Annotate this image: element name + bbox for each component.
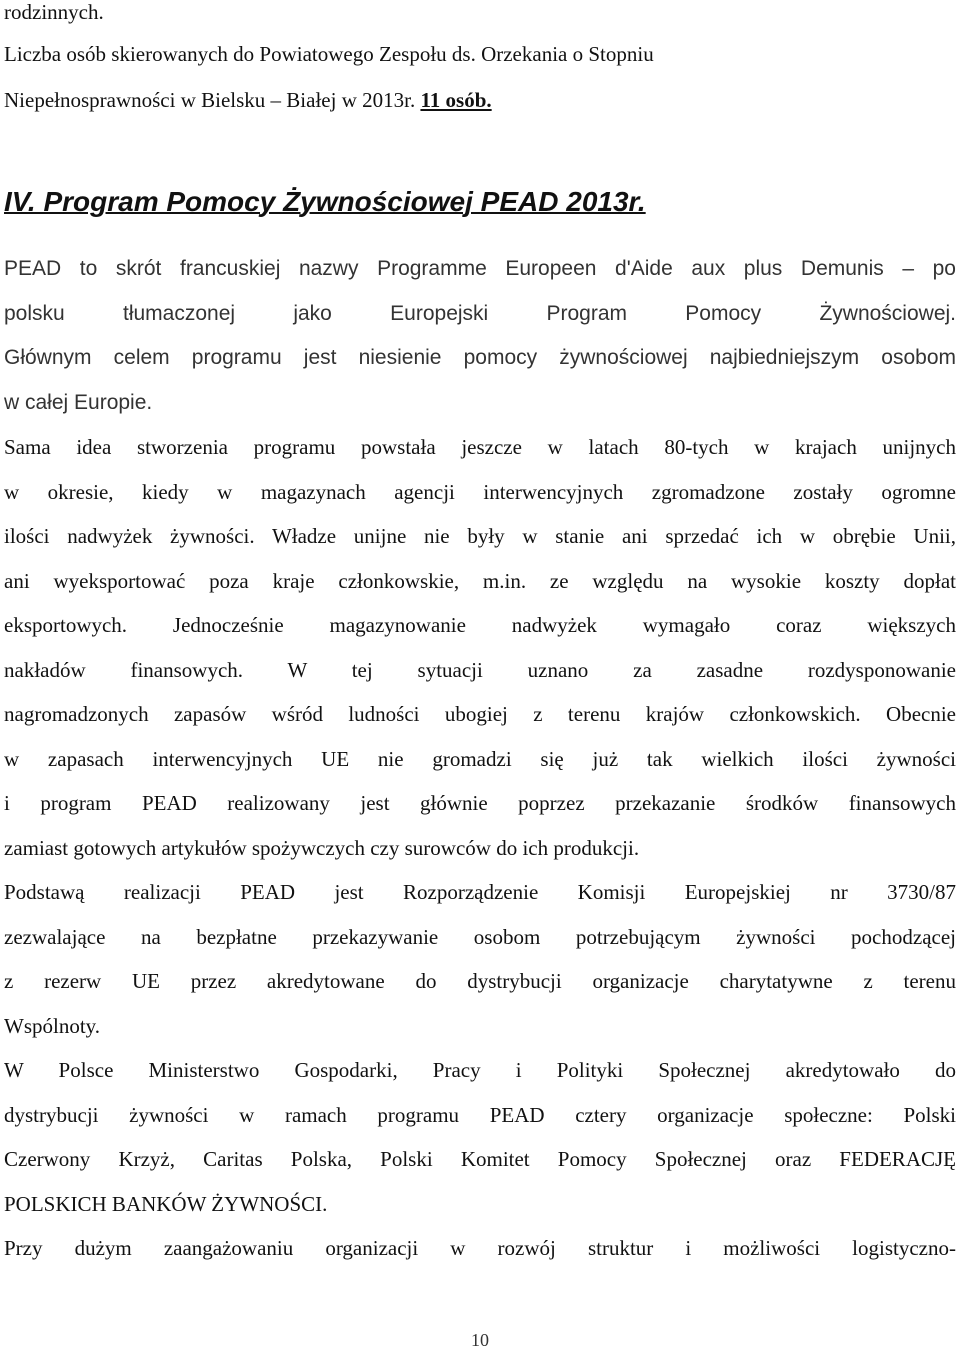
section-heading: IV. Program Pomocy Żywnościowej PEAD 2013r. [4,186,646,217]
page-number: 10 [471,1330,489,1350]
body-line-8: i program PEAD realizowany jest głównie poprzez przekazanie środków finansowych [4,791,956,815]
sans-line-0: PEAD to skrót francuskiej nazwy Programme Europeen d'Aide aux plus Demunis – po [4,257,956,280]
intro-line-1: Liczba osób skierowanych do Powiatowego Zespołu ds. Orzekania o Stopniu [4,42,654,66]
body-line-16: Czerwony Krzyż, Caritas Polska, Polski Komitet Pomocy Społecznej oraz FEDERACJĘ [4,1147,956,1171]
body-line-10: Podstawą realizacji PEAD jest Rozporządzenie Komisji Europejskiej nr 3730/87 [4,880,956,904]
body-line-1: w okresie, kiedy w magazynach agencji interwencyjnych zgromadzone zostały ogromne [4,480,956,504]
sans-line-2: Głównym celem programu jest niesienie pomocy żywnościowej najbiedniejszym osobom [4,346,956,369]
body-line-13: Wspólnoty. [4,1014,101,1038]
intro-line-2 [4,88,492,112]
body-line-2: ilości nadwyżek żywności. Władze unijne nie były w stanie ani sprzedać ich w obrębie Unii, [4,524,956,548]
body-line-6: nagromadzonych zapasów wśród ludności ubogiej z terenu krajów członkowskich. Obecnie [4,702,956,726]
body-line-0: Sama idea stworzenia programu powstała jeszcze w latach 80-tych w krajach unijnych [4,435,956,459]
body-line-14: W Polsce Ministerstwo Gospodarki, Pracy i Polityki Społecznej akredytowało do [4,1058,956,1082]
intro-count-highlight: 11 osób. [420,88,492,112]
intro-line-0: rodzinnych. [4,0,104,24]
body-line-11: zezwalające na bezpłatne przekazywanie osobom potrzebującym żywności pochodzącej [4,925,956,949]
body-line-18: Przy dużym zaangażowaniu organizacji w rozwój struktur i możliwości logistyczno- [4,1236,956,1260]
body-line-7: w zapasach interwencyjnych UE nie gromadzi się już tak wielkich ilości żywności [4,747,956,771]
body-line-5: nakładów finansowych. W tej sytuacji uznano za zasadne rozdysponowanie [4,658,956,682]
body-line-17: POLSKICH BANKÓW ŻYWNOŚCI. [4,1192,328,1216]
body-line-15: dystrybucji żywności w ramach programu PEAD cztery organizacje społeczne: Polski [4,1103,956,1127]
body-line-3: ani wyeksportować poza kraje członkowskie, m.in. ze względu na wysokie koszty dopłat [4,569,956,593]
sans-line-1: polsku tłumaczonej jako Europejski Program Pomocy Żywnościowej. [4,302,956,325]
sans-line-3: w całej Europie. [4,391,153,414]
body-line-4: eksportowych. Jednocześnie magazynowanie nadwyżek wymagało coraz większych [4,613,956,637]
intro-line-2-text: Niepełnosprawności w Bielsku – Białej w 2013r. [4,88,421,112]
body-line-12: z rezerw UE przez akredytowane do dystrybucji organizacje charytatywne z terenu [4,969,956,993]
body-line-9: zamiast gotowych artykułów spożywczych czy surowców do ich produkcji. [4,836,640,860]
